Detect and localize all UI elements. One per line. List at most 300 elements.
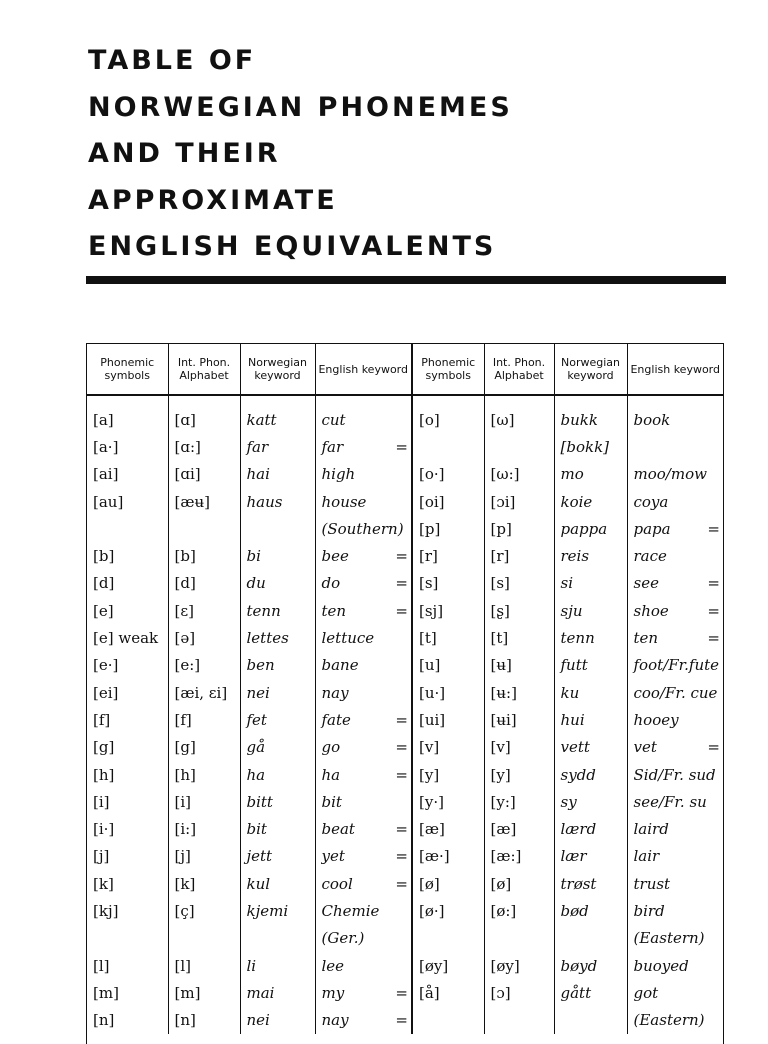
- cell-text: bøyd: [560, 956, 598, 975]
- table-cell: [627, 788, 723, 815]
- cell-text: [g]: [174, 738, 196, 757]
- table-cell: [240, 433, 315, 460]
- cell-text: [ai]: [93, 465, 119, 484]
- table-cell: [412, 488, 484, 515]
- table-cell: [87, 679, 168, 706]
- cell-text: lee: [321, 956, 345, 975]
- table-cell: [484, 788, 554, 815]
- cell-text: [r]: [419, 547, 438, 566]
- table-cell: [87, 734, 168, 761]
- table-row: [87, 761, 723, 788]
- table-cell: [554, 815, 627, 842]
- table-cell: [484, 679, 554, 706]
- cell-text: high: [321, 465, 356, 484]
- table-cell: [412, 761, 484, 788]
- table-cell: [87, 395, 168, 433]
- table-cell: [554, 952, 627, 979]
- table-cell: [554, 734, 627, 761]
- cell-text: moo/mow: [633, 465, 707, 484]
- equivalent-mark: =: [707, 601, 720, 620]
- cell-text: (Eastern): [633, 929, 705, 948]
- cell-text: [d]: [93, 574, 115, 593]
- table-cell: [87, 706, 168, 733]
- table-row: [87, 461, 723, 488]
- cell-text: papa: [633, 519, 671, 538]
- cell-text: si: [560, 574, 573, 593]
- cell-text: [æ]: [419, 820, 445, 839]
- column-header: Phonemic symbols: [412, 344, 484, 395]
- cell-text: nei: [246, 1011, 270, 1030]
- cell-text: cool: [321, 874, 353, 893]
- table-cell: [412, 542, 484, 569]
- table-cell: [168, 870, 240, 897]
- cell-text: [o]: [419, 410, 440, 429]
- cell-text: house: [321, 492, 367, 511]
- cell-text: hui: [560, 710, 585, 729]
- title-line: AND THEIR: [88, 138, 281, 169]
- table-cell: [627, 433, 723, 460]
- cell-text: (Ger.): [321, 929, 365, 948]
- table-cell: [554, 515, 627, 542]
- table-cell: [412, 624, 484, 651]
- table-cell: [627, 925, 723, 952]
- table-cell: [87, 925, 168, 952]
- title-line: TABLE OF: [88, 45, 257, 76]
- cell-text: cut: [321, 410, 346, 429]
- table-cell: [168, 461, 240, 488]
- cell-text: [k]: [93, 874, 114, 893]
- table-cell: [484, 979, 554, 1006]
- cell-text: [sj]: [419, 601, 444, 620]
- cell-text: [bokk]: [560, 437, 610, 456]
- column-header: Int. Phon. Alphabet: [168, 344, 240, 395]
- title-divider: [86, 276, 726, 284]
- equivalent-mark: =: [707, 738, 720, 757]
- table-body: [87, 395, 723, 1034]
- cell-text: got: [633, 983, 659, 1002]
- table-cell: [484, 952, 554, 979]
- table-cell: [554, 979, 627, 1006]
- table-cell: [627, 679, 723, 706]
- table-row: [87, 925, 723, 952]
- table-cell: [484, 597, 554, 624]
- table-cell: [240, 395, 315, 433]
- cell-text: ha: [246, 765, 266, 784]
- table-cell: [240, 488, 315, 515]
- table-cell: [412, 979, 484, 1006]
- equivalent-mark: =: [395, 765, 408, 784]
- cell-text: [i]: [93, 792, 110, 811]
- cell-text: nay: [321, 683, 349, 702]
- cell-text: bitt: [246, 792, 273, 811]
- title-line: ENGLISH EQUIVALENTS: [88, 231, 497, 262]
- cell-text: tenn: [246, 601, 281, 620]
- table-cell: [484, 652, 554, 679]
- cell-text: fet: [246, 710, 267, 729]
- table-cell: [412, 597, 484, 624]
- cell-text: [e:]: [174, 656, 201, 675]
- cell-text: [ɔ]: [490, 983, 511, 1002]
- cell-text: lair: [633, 847, 660, 866]
- table-cell: [554, 870, 627, 897]
- cell-text: foot/Fr.fute: [633, 656, 720, 675]
- cell-text: [i·]: [93, 820, 115, 839]
- cell-text: [l]: [174, 956, 192, 975]
- cell-text: [a]: [93, 410, 114, 429]
- cell-text: [ui]: [419, 710, 446, 729]
- cell-text: bit: [246, 820, 267, 839]
- table-cell: [87, 570, 168, 597]
- cell-text: [e]: [93, 601, 114, 620]
- cell-text: coya: [633, 492, 669, 511]
- table-cell: [87, 1007, 168, 1034]
- table-cell: [412, 952, 484, 979]
- cell-text: go: [321, 738, 341, 757]
- table-row: [87, 706, 723, 733]
- table-cell: [240, 843, 315, 870]
- table-cell: [87, 952, 168, 979]
- cell-text: bee: [321, 547, 349, 566]
- cell-text: far: [246, 437, 269, 456]
- table-cell: [168, 515, 240, 542]
- table-row: [87, 1007, 723, 1034]
- cell-text: [ɑ]: [174, 410, 196, 429]
- table-cell: [484, 843, 554, 870]
- table-cell: [87, 843, 168, 870]
- cell-text: vet: [633, 738, 657, 757]
- table-cell: [240, 979, 315, 1006]
- cell-text: [ʉ:]: [490, 683, 517, 702]
- table-row: [87, 734, 723, 761]
- table-cell: [554, 706, 627, 733]
- cell-text: hai: [246, 465, 270, 484]
- cell-text: my: [321, 983, 345, 1002]
- table-cell: [240, 952, 315, 979]
- table-cell: [87, 433, 168, 460]
- equivalent-mark: =: [395, 601, 408, 620]
- table-cell: [240, 788, 315, 815]
- cell-text: [y:]: [490, 792, 516, 811]
- equivalent-mark: =: [395, 738, 408, 757]
- table-cell: [315, 570, 412, 597]
- cell-text: ten: [633, 629, 659, 648]
- table-cell: [554, 652, 627, 679]
- table-cell: [554, 461, 627, 488]
- cell-text: Sid/Fr. sud: [633, 765, 716, 784]
- cell-text: laird: [633, 820, 669, 839]
- equivalent-mark: =: [395, 983, 408, 1002]
- table-row: [87, 897, 723, 924]
- table-row: [87, 952, 723, 979]
- table-cell: [554, 488, 627, 515]
- table-cell: [627, 897, 723, 924]
- cell-text: kul: [246, 874, 271, 893]
- table-cell: [315, 788, 412, 815]
- table-cell: [168, 395, 240, 433]
- cell-text: (Southern): [321, 519, 404, 538]
- cell-text: sy: [560, 792, 577, 811]
- cell-text: lærd: [560, 820, 597, 839]
- cell-text: tenn: [560, 629, 595, 648]
- table-cell: [315, 652, 412, 679]
- cell-text: [ø:]: [490, 901, 517, 920]
- table-cell: [484, 515, 554, 542]
- cell-text: trust: [633, 874, 671, 893]
- table-cell: [168, 706, 240, 733]
- cell-text: [kj]: [93, 901, 119, 920]
- equivalent-mark: =: [707, 574, 720, 593]
- table-cell: [87, 979, 168, 1006]
- table-cell: [484, 542, 554, 569]
- table-cell: [412, 570, 484, 597]
- cell-text: [b]: [174, 547, 196, 566]
- phoneme-table: [87, 344, 723, 1034]
- table-cell: [315, 542, 412, 569]
- table-row: [87, 570, 723, 597]
- cell-text: [ɔi]: [490, 492, 516, 511]
- table-cell: [554, 624, 627, 651]
- table-cell: [627, 1007, 723, 1034]
- table-cell: [87, 624, 168, 651]
- table-cell: [168, 488, 240, 515]
- table-cell: [168, 925, 240, 952]
- table-cell: [412, 652, 484, 679]
- table-cell: [627, 815, 723, 842]
- table-cell: [87, 515, 168, 542]
- table-cell: [554, 597, 627, 624]
- table-cell: [554, 843, 627, 870]
- cell-text: [ɑ:]: [174, 437, 201, 456]
- cell-text: [r]: [490, 547, 510, 566]
- table-cell: [168, 1007, 240, 1034]
- table-cell: [627, 395, 723, 433]
- table-cell: [240, 815, 315, 842]
- table-row: [87, 542, 723, 569]
- table-cell: [412, 925, 484, 952]
- cell-text: race: [633, 547, 667, 566]
- table-cell: [412, 870, 484, 897]
- cell-text: du: [246, 574, 266, 593]
- column-header: Int. Phon. Alphabet: [484, 344, 554, 395]
- table-cell: [240, 597, 315, 624]
- table-cell: [412, 461, 484, 488]
- table-cell: [240, 624, 315, 651]
- table-cell: [412, 843, 484, 870]
- table-cell: [627, 624, 723, 651]
- cell-text: [au]: [93, 492, 124, 511]
- cell-text: nay: [321, 1011, 349, 1030]
- table-row: [87, 488, 723, 515]
- table-cell: [87, 542, 168, 569]
- table-cell: [168, 979, 240, 1006]
- cell-text: [h]: [174, 765, 196, 784]
- table-cell: [484, 570, 554, 597]
- table-cell: [484, 815, 554, 842]
- cell-text: [ç]: [174, 901, 195, 920]
- table-cell: [554, 788, 627, 815]
- cell-text: yet: [321, 847, 345, 866]
- cell-text: fate: [321, 710, 351, 729]
- cell-text: [y]: [419, 765, 440, 784]
- table-cell: [412, 897, 484, 924]
- column-header: Norwegian keyword: [240, 344, 315, 395]
- cell-text: [u·]: [419, 683, 446, 702]
- table-cell: [240, 652, 315, 679]
- table-cell: [554, 761, 627, 788]
- cell-text: [æ]: [490, 820, 517, 839]
- cell-text: [d]: [174, 574, 196, 593]
- cell-text: vett: [560, 738, 590, 757]
- table-cell: [87, 870, 168, 897]
- cell-text: [b]: [93, 547, 115, 566]
- table-cell: [627, 706, 723, 733]
- cell-text: (Eastern): [633, 1011, 705, 1030]
- cell-text: [s]: [419, 574, 439, 593]
- table-cell: [240, 515, 315, 542]
- table-cell: [627, 952, 723, 979]
- cell-text: nei: [246, 683, 270, 702]
- table-cell: [484, 870, 554, 897]
- table-cell: [554, 897, 627, 924]
- cell-text: far: [321, 437, 344, 456]
- cell-text: buoyed: [633, 956, 689, 975]
- cell-text: [ø]: [419, 874, 440, 893]
- table-cell: [87, 788, 168, 815]
- cell-text: [k]: [174, 874, 196, 893]
- table-cell: [240, 542, 315, 569]
- table-cell: [554, 679, 627, 706]
- cell-text: [øy]: [419, 956, 449, 975]
- table-row: [87, 843, 723, 870]
- table-cell: [554, 1007, 627, 1034]
- table-cell: [315, 952, 412, 979]
- cell-text: [g]: [93, 738, 115, 757]
- table-cell: [484, 395, 554, 433]
- table-cell: [315, 870, 412, 897]
- cell-text: bane: [321, 656, 359, 675]
- table-cell: [412, 395, 484, 433]
- table-cell: [315, 925, 412, 952]
- cell-text: [n]: [93, 1011, 115, 1030]
- table-row: [87, 679, 723, 706]
- equivalent-mark: =: [395, 874, 408, 893]
- table-cell: [627, 597, 723, 624]
- cell-text: [æʉ]: [174, 492, 210, 511]
- table-cell: [412, 515, 484, 542]
- table-cell: [484, 433, 554, 460]
- cell-text: [æ·]: [419, 847, 450, 866]
- table-cell: [87, 597, 168, 624]
- cell-text: [øy]: [490, 956, 520, 975]
- cell-text: bukk: [560, 410, 598, 429]
- cell-text: [f]: [174, 710, 192, 729]
- table-cell: [484, 624, 554, 651]
- table-cell: [484, 734, 554, 761]
- cell-text: ten: [321, 601, 347, 620]
- cell-text: mo: [560, 465, 584, 484]
- table-cell: [484, 488, 554, 515]
- cell-text: [y]: [490, 765, 511, 784]
- table-cell: [240, 734, 315, 761]
- cell-text: beat: [321, 820, 355, 839]
- table-cell: [240, 897, 315, 924]
- table-cell: [484, 925, 554, 952]
- table-cell: [627, 542, 723, 569]
- cell-text: [æi, ɛi]: [174, 683, 228, 702]
- cell-text: ku: [560, 683, 580, 702]
- table-cell: [315, 515, 412, 542]
- cell-text: [m]: [174, 983, 201, 1002]
- table-cell: [168, 952, 240, 979]
- cell-text: lettes: [246, 629, 289, 648]
- equivalent-mark: =: [707, 519, 720, 538]
- cell-text: [ω]: [490, 410, 515, 429]
- cell-text: [t]: [419, 629, 437, 648]
- table-cell: [87, 461, 168, 488]
- table-cell: [315, 897, 412, 924]
- cell-text: bird: [633, 901, 665, 920]
- cell-text: [ø]: [490, 874, 512, 893]
- equivalent-mark: =: [395, 847, 408, 866]
- cell-text: gå: [246, 738, 266, 757]
- cell-text: ben: [246, 656, 275, 675]
- table-cell: [315, 1007, 412, 1034]
- cell-text: koie: [560, 492, 593, 511]
- cell-text: [ə]: [174, 629, 196, 648]
- cell-text: see/Fr. su: [633, 792, 707, 811]
- cell-text: mai: [246, 983, 275, 1002]
- cell-text: li: [246, 956, 257, 975]
- table-cell: [87, 815, 168, 842]
- table-cell: [315, 761, 412, 788]
- table-row: [87, 788, 723, 815]
- table-cell: [315, 624, 412, 651]
- table-cell: [627, 843, 723, 870]
- cell-text: reis: [560, 547, 590, 566]
- table-header-row: [87, 344, 723, 395]
- cell-text: [m]: [93, 983, 119, 1002]
- cell-text: shoe: [633, 601, 669, 620]
- cell-text: [æ:]: [490, 847, 522, 866]
- table-cell: [627, 488, 723, 515]
- table-cell: [168, 570, 240, 597]
- table-cell: [484, 1007, 554, 1034]
- table-cell: [168, 843, 240, 870]
- table-cell: [412, 788, 484, 815]
- table-cell: [627, 761, 723, 788]
- cell-text: [ʉi]: [490, 710, 517, 729]
- equivalent-mark: =: [707, 629, 720, 648]
- equivalent-mark: =: [395, 574, 408, 593]
- title-line: APPROXIMATE: [88, 184, 338, 216]
- table-cell: [412, 815, 484, 842]
- cell-text: [ø·]: [419, 901, 445, 920]
- cell-text: sydd: [560, 765, 596, 784]
- cell-text: [oi]: [419, 492, 445, 511]
- equivalent-mark: =: [395, 1011, 408, 1030]
- table-cell: [554, 570, 627, 597]
- cell-text: [i:]: [174, 820, 197, 839]
- table-row: [87, 515, 723, 542]
- table-cell: [87, 897, 168, 924]
- table-cell: [627, 461, 723, 488]
- table-cell: [315, 597, 412, 624]
- column-header: Norwegian keyword: [554, 344, 627, 395]
- table-cell: [240, 761, 315, 788]
- cell-text: [a·]: [93, 437, 119, 456]
- cell-text: [h]: [93, 765, 115, 784]
- table-row: [87, 979, 723, 1006]
